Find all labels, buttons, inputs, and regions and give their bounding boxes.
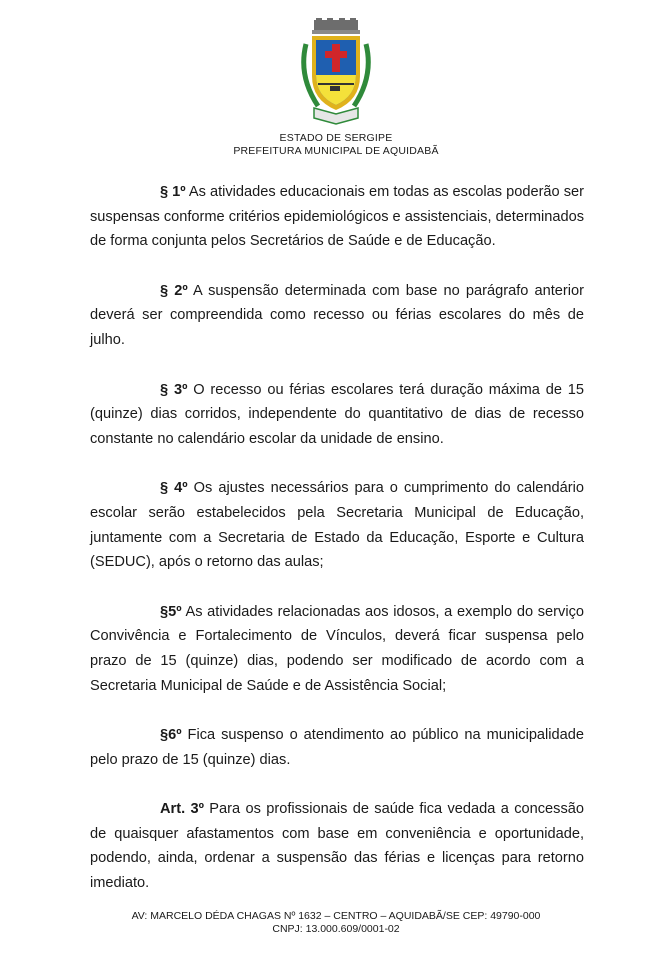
paragraph-text: Os ajustes necessários para o cumprimento do calendário escolar serão estabelecidos pela Secretaria Municipal de Educação, juntamente com a Secretaria de Estado da Educação, Esporte e Cultura (SEDUC), após o retorno das aulas; xyxy=(90,480,584,571)
footer-address: AV: MARCELO DÉDA CHAGAS Nº 1632 – CENTRO – AQUIDABÃ/SE CEP: 49790-000 xyxy=(131,910,541,922)
document-body xyxy=(90,180,584,921)
paragraph-text: Fica suspenso o atendimento ao público na municipalidade pelo prazo de 15 (quinze) dias. xyxy=(90,727,584,768)
paragraph-text: As atividades educacionais em todas as escolas poderão ser suspensas conforme critérios epidemiológicos e assistenciais, determinados de forma conjunta pelos Secretários de Saúde e de Educação. xyxy=(90,184,584,250)
paragraph-text: A suspensão determinada com base no parágrafo anterior deverá ser compreendida como recesso ou férias escolares do mês de julho. xyxy=(90,282,584,348)
state-name: ESTADO DE SERGIPE xyxy=(279,132,393,144)
paragraph-text: O recesso ou férias escolares terá duração máxima de 15 (quinze) dias corridos, independente do quantitativo de dias de recesso constante no calendário escolar da unidade de ensino. xyxy=(90,381,585,447)
paragraph-6 xyxy=(90,723,584,772)
paragraph-text: Para os profissionais de saúde fica vedada a concessão de quaisquer afastamentos com base em conveniência e oportunidade, podendo, ainda, ordenar a suspensão das férias e licenças para retorno imediato. xyxy=(90,801,584,892)
document-footer xyxy=(0,910,672,936)
paragraph-label: Art. 3º xyxy=(160,801,204,818)
paragraph-label: §6º xyxy=(160,727,182,744)
document-header xyxy=(0,18,672,158)
paragraph-label: §5º xyxy=(160,603,182,620)
paragraph-label: § 3º xyxy=(160,381,188,398)
paragraph-2 xyxy=(90,279,584,353)
paragraph-article-3 xyxy=(90,797,584,895)
prefecture-name: PREFEITURA MUNICIPAL DE AQUIDABÃ xyxy=(233,145,439,157)
paragraph-label: § 4º xyxy=(160,480,188,497)
paragraph-3 xyxy=(90,378,584,452)
paragraph-5 xyxy=(90,600,584,698)
paragraph-text: As atividades relacionadas aos idosos, a exemplo do serviço Convivência e Fortalecimento de Vínculos, deverá ficar suspensa pelo prazo de 15 (quinze) dias, podendo ser modificado de acordo com a Secretaria Municipal de Saúde e de Assistência Social; xyxy=(90,603,584,694)
municipal-coat-of-arms-icon xyxy=(296,18,376,126)
paragraph-label: § 1º xyxy=(160,184,186,200)
paragraph-label: § 2º xyxy=(160,282,188,299)
footer-cnpj: CNPJ: 13.000.609/0001-02 xyxy=(272,923,400,935)
paragraph-1 xyxy=(90,180,584,254)
paragraph-4 xyxy=(90,476,584,574)
